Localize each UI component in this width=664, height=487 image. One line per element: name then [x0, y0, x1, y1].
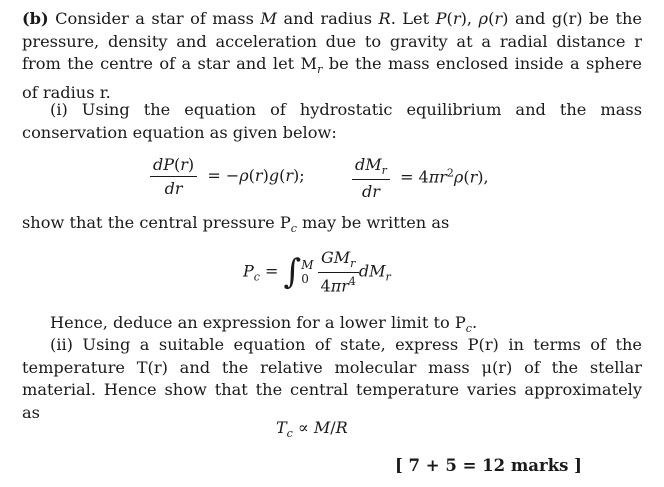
mass-conservation-equation: $\frac{dM_r}{dr}$ = $4\pi r^2\rho(r)$, [352, 155, 489, 201]
show-paragraph: show that the central pressure $P_c$ may be written as [22, 213, 450, 236]
intro-text-tail: be the mass enclosed inside a sphere of radius r. [22, 54, 642, 102]
intro-text-mid2: . Let [390, 9, 436, 28]
part-i-paragraph [22, 99, 642, 144]
central-temperature-relation: $T_c \propto M/R$ [276, 418, 348, 441]
intro-paragraph: (b) Consider a star of mass M and radius R. Let P(r), ρ(r) and g(r) be the pressure, density and acceleration due to gravity at a radial distance r from the centre of a star and let $M_r$ be the mass enclosed inside a sphere of radius r. [22, 9, 642, 102]
show-text-tail: may be written as [296, 213, 450, 232]
intro-text-mid1: and radius [276, 9, 379, 28]
hence-paragraph: Hence, deduce an expression for a lower limit to $P_c$. [50, 313, 478, 336]
show-text: show that the central pressure P [22, 213, 291, 232]
hence-text: Hence, deduce an expression for a lower limit to P [50, 313, 466, 332]
part-ii-paragraph [22, 334, 642, 424]
intro-text-rest: and g(r) be the pressure, density and acceleration due to gravity at a radial distance r from the centre of a star and let M [22, 9, 642, 73]
part-b-label: (b) [22, 9, 49, 28]
hydrostatic-equation: $\frac{dP(r)}{dr}$ = −ρ(r)g(r); [150, 155, 305, 198]
central-pressure-equation: $P_c = \int M$ 0 $\frac{GM_r}{4\pi r^4}$ $dM_r$ [243, 248, 391, 296]
intro-text-pre: Consider a star of mass [48, 9, 261, 28]
part-i-text: (i) Using the equation of hydrostatic equilibrium and the mass conservation equation as given below: [22, 100, 642, 142]
part-ii-text: (ii) Using a suitable equation of state, express P(r) in terms of the temperature T(r) and the relative molecular mass μ(r) of the stellar material. Hence show that the central temperature varies approximately as [22, 335, 642, 422]
marks-label: [ 7 + 5 = 12 marks ] [395, 456, 582, 475]
